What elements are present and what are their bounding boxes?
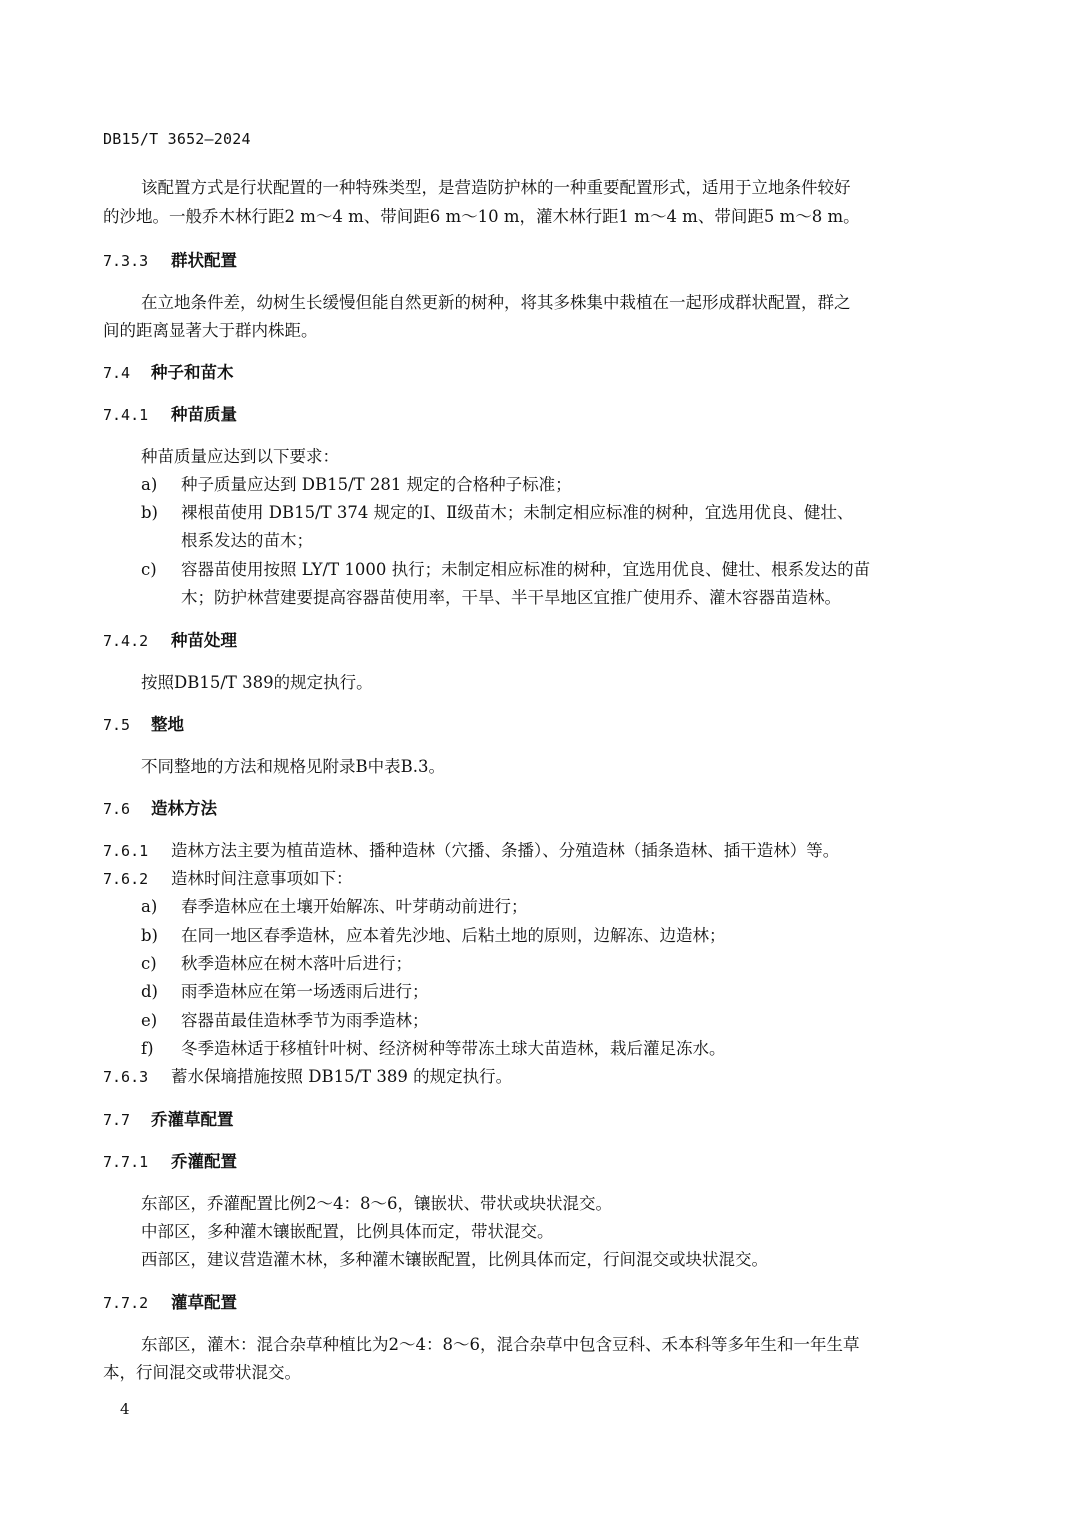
clause — [103, 840, 953, 862]
clause-number: 7.6.1 — [103, 842, 149, 860]
section-heading — [103, 362, 953, 384]
section-number: 7.3.3 — [103, 252, 149, 270]
page-number: 4 — [120, 1400, 130, 1418]
section-number: 7.7.1 — [103, 1153, 149, 1171]
list-text: 种子质量应达到 DB15/T 281 规定的合格种子标准； — [181, 475, 572, 494]
section-title: 种苗质量 — [171, 405, 237, 424]
section-title: 种苗处理 — [171, 631, 237, 650]
clause-text: 造林时间注意事项如下： — [171, 869, 353, 888]
list-marker: d) — [141, 982, 158, 1001]
paragraph-line: 间的距离显著大于群内株距。 — [103, 321, 318, 340]
list-item — [141, 896, 991, 918]
section-title: 乔灌草配置 — [151, 1110, 234, 1129]
list-text: 裸根苗使用 DB15/T 374 规定的Ⅰ、Ⅱ级苗木；未制定相应标准的树种，宜选用优良、健壮、 — [181, 503, 854, 522]
section-heading — [103, 404, 953, 426]
section-title: 群状配置 — [171, 251, 237, 270]
list-item — [141, 981, 991, 1003]
section-number: 7.6 — [103, 800, 131, 818]
document-code: DB15/T 3652—2024 — [103, 130, 251, 148]
paragraph-line: 的沙地。一般乔木林行距2 m～4 m、带间距6 m～10 m，灌木林行距1 m～4 m、带间距5 m～8 m。 — [103, 207, 860, 226]
section-heading — [103, 250, 953, 272]
paragraph-line: 在立地条件差，幼树生长缓慢但能自然更新的树种，将其多株集中栽植在一起形成群状配置，群之 — [141, 293, 851, 312]
list-item — [141, 1010, 991, 1032]
section-title: 整地 — [151, 715, 184, 734]
paragraph-line: 该配置方式是行状配置的一种特殊类型，是营造防护林的一种重要配置形式，适用于立地条件较好 — [141, 178, 851, 197]
list-marker: a) — [141, 475, 158, 494]
list-marker: f) — [141, 1039, 154, 1058]
section-number: 7.5 — [103, 716, 131, 734]
paragraph-line: 种苗质量应达到以下要求： — [141, 447, 339, 466]
list-item-continuation: 木；防护林营建要提高容器苗使用率，干旱、半干旱地区宜推广使用乔、灌木容器苗造林。 — [181, 588, 841, 607]
list-item — [141, 925, 991, 947]
section-title: 种子和苗木 — [151, 363, 234, 382]
clause-number: 7.6.3 — [103, 1068, 149, 1086]
paragraph-line: 不同整地的方法和规格见附录B中表B.3。 — [141, 757, 445, 776]
list-marker: c) — [141, 560, 157, 579]
list-marker: e) — [141, 1011, 158, 1030]
list-text: 在同一地区春季造林，应本着先沙地、后粘土地的原则，边解冻、边造林； — [181, 926, 726, 945]
clause-text: 造林方法主要为植苗造林、播种造林（穴播、条播）、分殖造林（插条造林、插干造林）等。 — [171, 841, 840, 860]
clause — [103, 868, 953, 890]
list-item — [141, 1038, 991, 1060]
list-item — [141, 559, 991, 581]
paragraph-line: 按照DB15/T 389的规定执行。 — [141, 673, 373, 692]
section-heading — [103, 1151, 953, 1173]
list-marker: a) — [141, 897, 158, 916]
section-title: 造林方法 — [151, 799, 217, 818]
list-item-continuation: 根系发达的苗木； — [181, 531, 313, 550]
paragraph-line: 中部区，多种灌木镶嵌配置，比例具体而定，带状混交。 — [141, 1222, 554, 1241]
list-marker: b) — [141, 503, 158, 522]
section-heading — [103, 1109, 953, 1131]
list-item — [141, 953, 991, 975]
section-heading — [103, 630, 953, 652]
section-number: 7.7.2 — [103, 1294, 149, 1312]
clause-number: 7.6.2 — [103, 870, 149, 888]
section-number: 7.7 — [103, 1111, 131, 1129]
paragraph-line: 东部区，灌木：混合杂草种植比为2～4：8～6，混合杂草中包含豆科、禾本科等多年生和一年生草 — [141, 1335, 860, 1354]
list-marker: c) — [141, 954, 157, 973]
clause-text: 蓄水保墒措施按照 DB15/T 389 的规定执行。 — [171, 1067, 513, 1086]
section-heading — [103, 1292, 953, 1314]
section-number: 7.4 — [103, 364, 131, 382]
paragraph-line: 东部区，乔灌配置比例2～4：8～6，镶嵌状、带状或块状混交。 — [141, 1194, 612, 1213]
clause — [103, 1066, 953, 1088]
list-text: 秋季造林应在树木落叶后进行； — [181, 954, 412, 973]
list-item — [141, 502, 991, 524]
list-text: 容器苗最佳造林季节为雨季造林； — [181, 1011, 429, 1030]
paragraph-line: 本，行间混交或带状混交。 — [103, 1363, 301, 1382]
section-title: 乔灌配置 — [171, 1152, 237, 1171]
paragraph-line: 西部区，建议营造灌木林，多种灌木镶嵌配置，比例具体而定，行间混交或块状混交。 — [141, 1250, 768, 1269]
section-number: 7.4.2 — [103, 632, 149, 650]
section-heading — [103, 714, 953, 736]
list-item — [141, 474, 991, 496]
list-marker: b) — [141, 926, 158, 945]
list-text: 容器苗使用按照 LY/T 1000 执行；未制定相应标准的树种，宜选用优良、健壮、根系发达的苗 — [181, 560, 871, 579]
section-title: 灌草配置 — [171, 1293, 237, 1312]
list-text: 冬季造林适于移植针叶树、经济树种等带冻土球大苗造林，栽后灌足冻水。 — [181, 1039, 726, 1058]
list-text: 春季造林应在土壤开始解冻、叶芽萌动前进行； — [181, 897, 528, 916]
section-heading — [103, 798, 953, 820]
list-text: 雨季造林应在第一场透雨后进行； — [181, 982, 429, 1001]
section-number: 7.4.1 — [103, 406, 149, 424]
